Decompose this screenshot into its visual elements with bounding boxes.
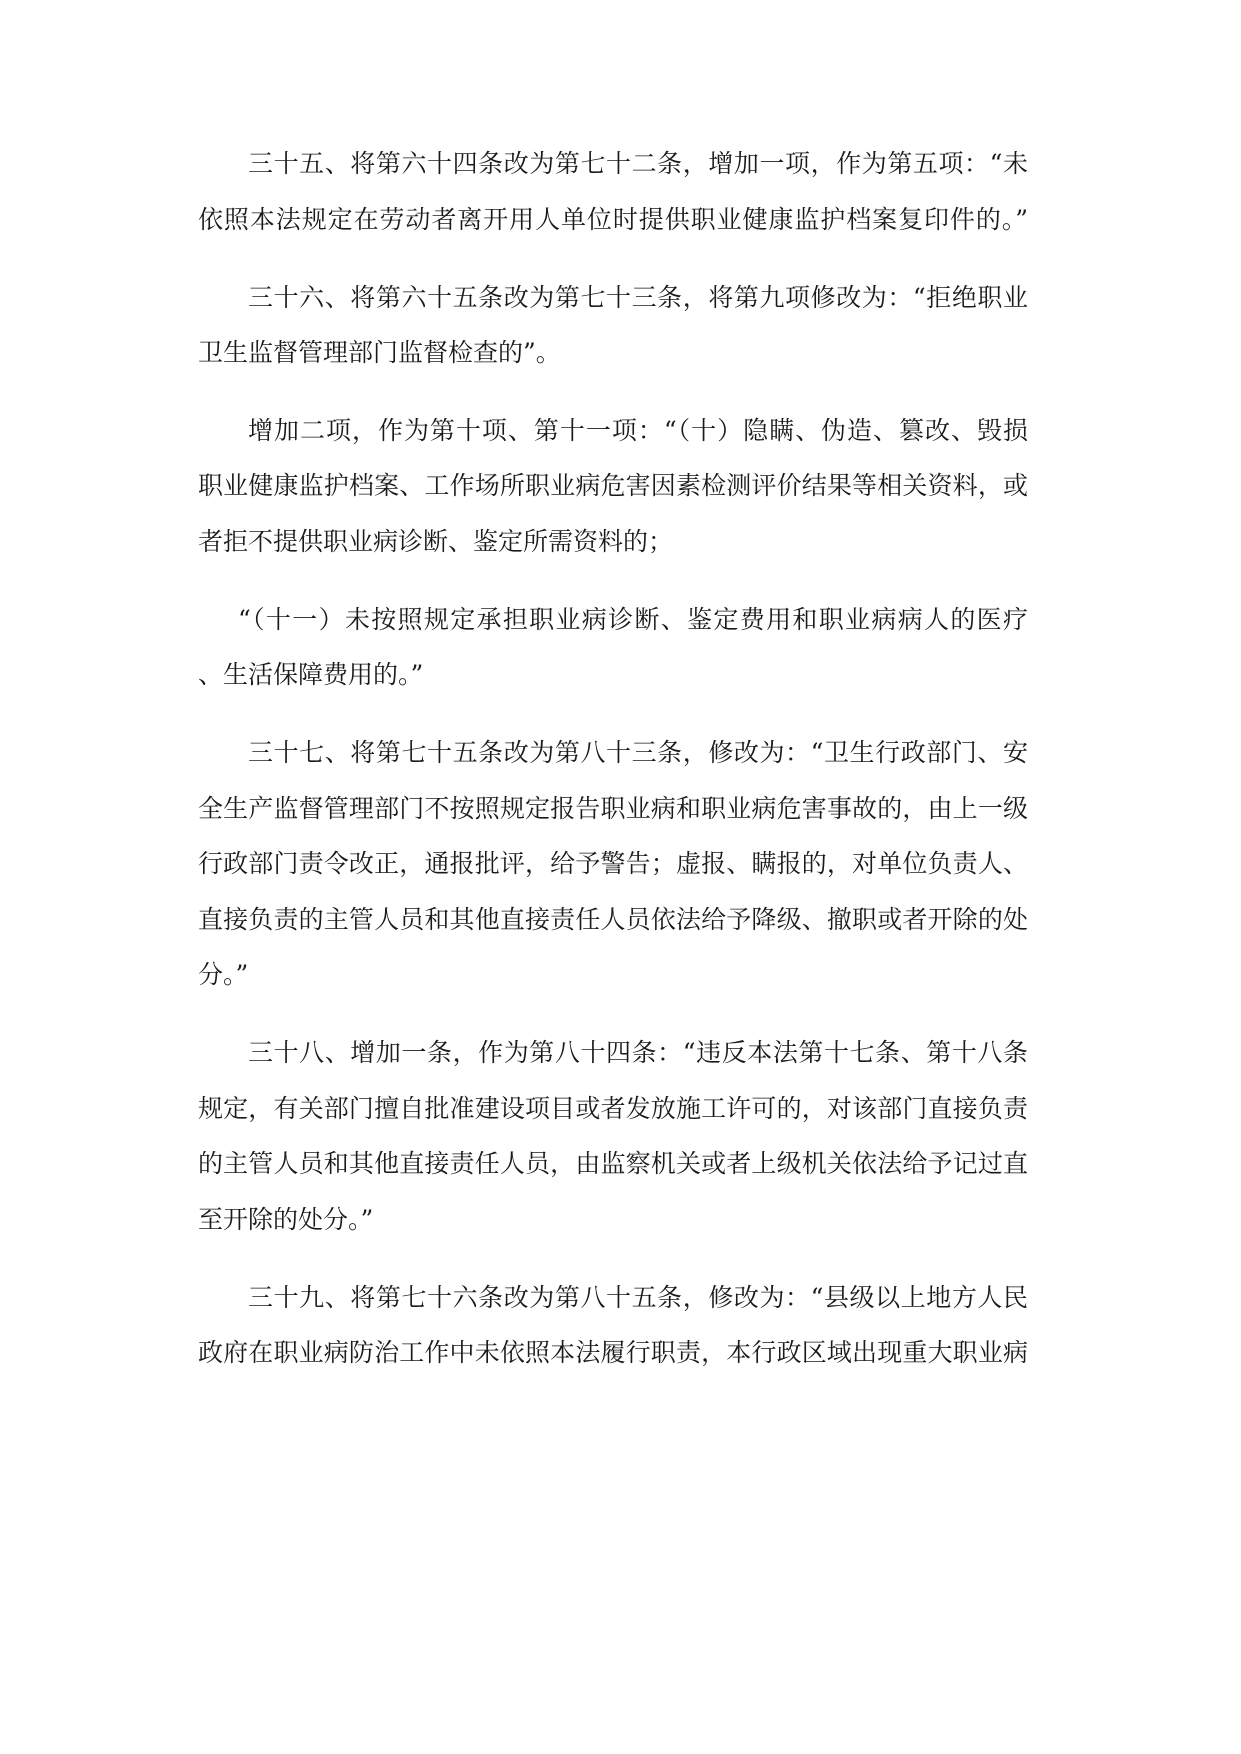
paragraph-item-11-line-1: “（十一）未按照规定承担职业病诊断、鉴定费用和职业病病人的医疗 <box>238 605 1028 634</box>
paragraph-37-line-2: 全生产监督管理部门不按照规定报告职业病和职业病危害事故的，由上一级 <box>198 794 1028 823</box>
paragraph-additional-line-1: 增加二项，作为第十项、第十一项：“（十）隐瞒、伪造、篡改、毁损 <box>248 416 1028 445</box>
paragraph-39-line-2: 政府在职业病防治工作中未依照本法履行职责，本行政区域出现重大职业病 <box>198 1338 1028 1367</box>
paragraph-37-line-4: 直接负责的主管人员和其他直接责任人员依法给予降级、撤职或者开除的处 <box>198 905 1028 934</box>
paragraph-38-line-3: 的主管人员和其他直接责任人员，由监察机关或者上级机关依法给予记过直 <box>198 1149 1028 1178</box>
paragraph-38-line-1: 三十八、增加一条，作为第八十四条：“违反本法第十七条、第十八条 <box>248 1038 1028 1067</box>
paragraph-36-line-2: 卫生监督管理部门监督检查的”。 <box>198 338 561 367</box>
paragraph-37-line-1: 三十七、将第七十五条改为第八十三条，修改为：“卫生行政部门、安 <box>248 738 1028 767</box>
paragraph-additional-line-2: 职业健康监护档案、工作场所职业病危害因素检测评价结果等相关资料，或 <box>198 471 1028 500</box>
paragraph-36-line-1: 三十六、将第六十五条改为第七十三条，将第九项修改为：“拒绝职业 <box>248 283 1028 312</box>
paragraph-37-line-3: 行政部门责令改正，通报批评，给予警告；虚报、瞒报的，对单位负责人、 <box>198 849 1028 878</box>
paragraph-additional-line-3: 者拒不提供职业病诊断、鉴定所需资料的； <box>198 527 674 556</box>
paragraph-38-line-2: 规定，有关部门擅自批准建设项目或者发放施工许可的，对该部门直接负责 <box>198 1094 1028 1123</box>
paragraph-35-line-1: 三十五、将第六十四条改为第七十二条，增加一项，作为第五项：“未 <box>248 149 1028 178</box>
paragraph-38-line-4: 至开除的处分。” <box>198 1205 374 1234</box>
paragraph-item-11-line-2: 、生活保障费用的。” <box>198 660 424 689</box>
paragraph-39-line-1: 三十九、将第七十六条改为第八十五条，修改为：“县级以上地方人民 <box>248 1283 1028 1312</box>
paragraph-37-line-5: 分。” <box>198 960 249 989</box>
paragraph-35-line-2: 依照本法规定在劳动者离开用人单位时提供职业健康监护档案复印件的。” <box>198 205 1028 234</box>
